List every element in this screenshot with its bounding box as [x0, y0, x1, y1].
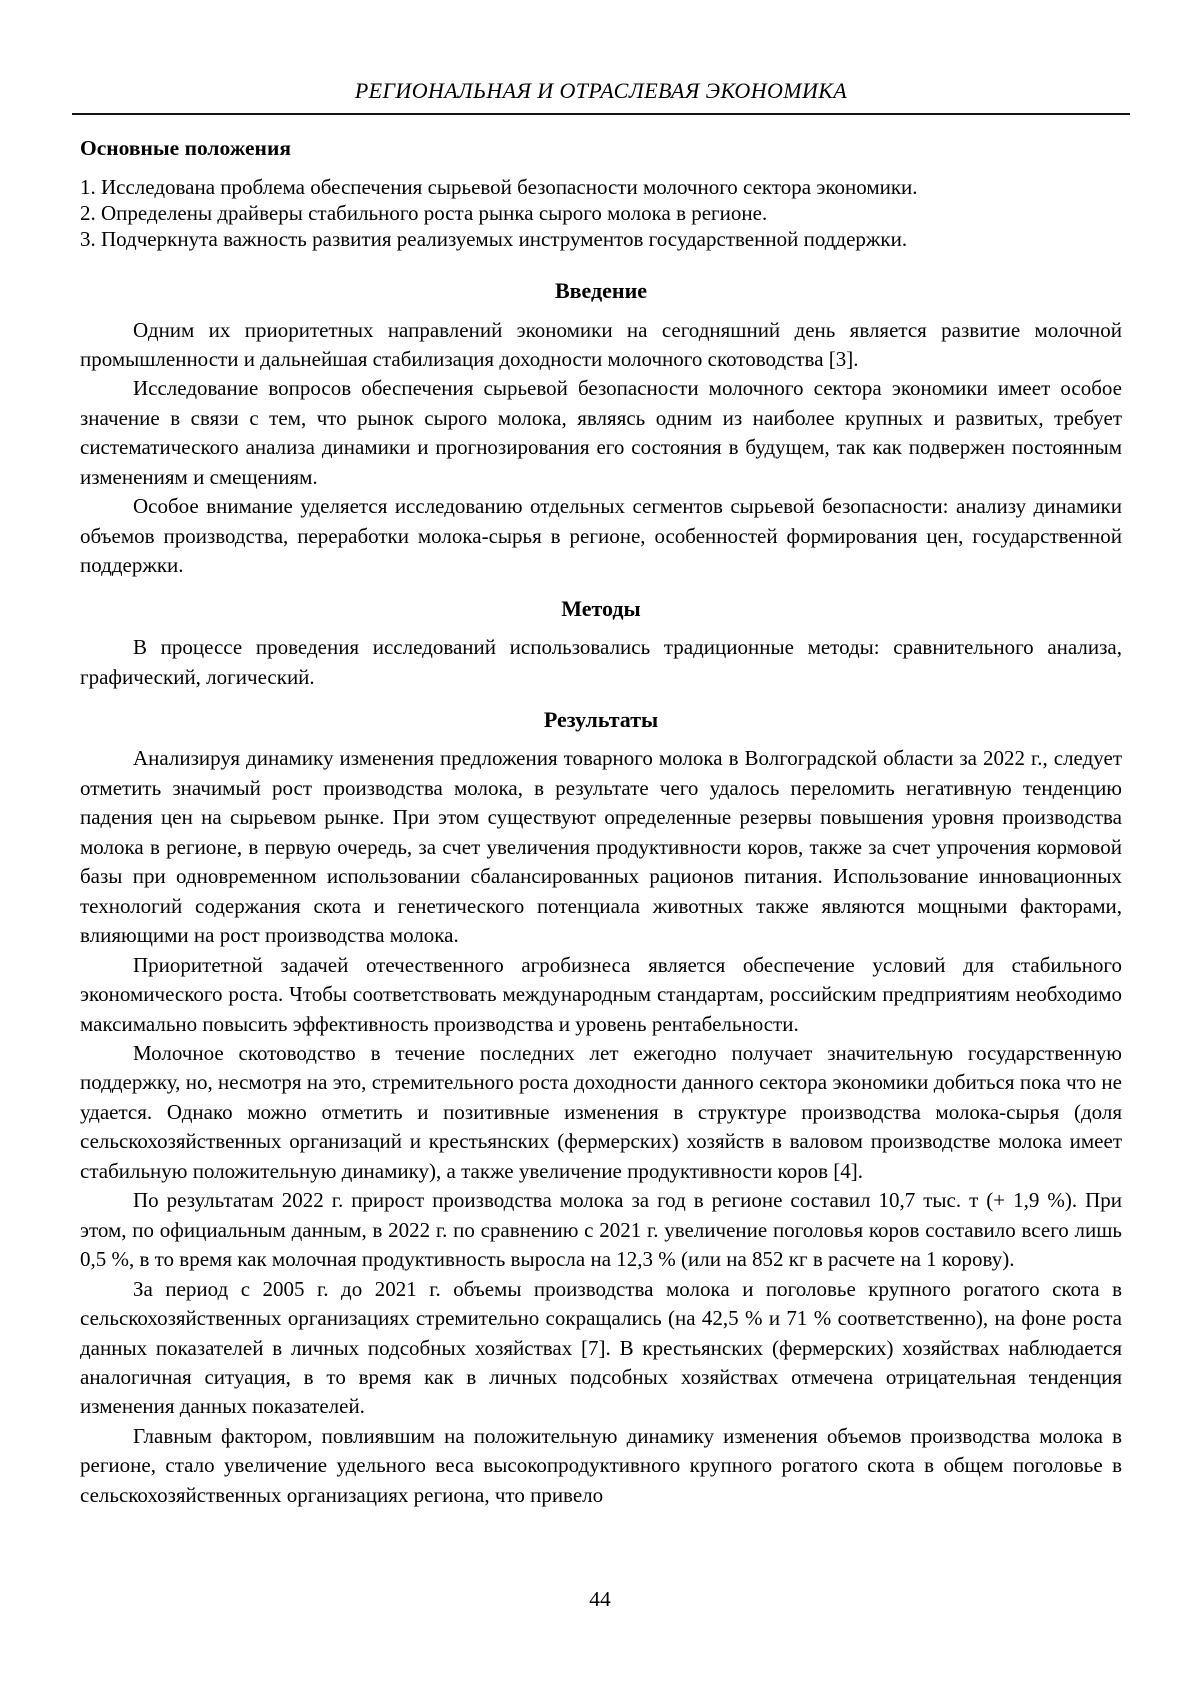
paragraph: Анализируя динамику изменения предложения товарного молока в Волгоградской области за 2022 г., следует отметить значимый рост производства молока, в результате чего удалось переломить негативную тенденцию падения цен на сырьевом рынке. При этом существуют определенные резервы повышения уровня производства молока в регионе, в первую очередь, за счет увеличения продуктивности коров, также за счет упрочения кормовой базы при одновременном использовании сбалансированных рационов питания. Использование инновационных технологий содержания скота и генетического потенциала животных также являются мощными факторами, влияющими на рост производства молока. [80, 746, 1122, 948]
paragraph: Особое внимание уделяется исследованию отдельных сегментов сырьевой безопасности: анализу динамики объемов производства, переработки молока-сырья в регионе, особенностей формирования цен, государственной поддержки. [80, 494, 1122, 578]
paragraph: Одним их приоритетных направлений экономики на сегодняшний день является развитие молочной промышленности и дальнейшая стабилизация доходности молочного скотоводства [3]. [80, 317, 1122, 371]
highlights-title: Основные положения [80, 136, 291, 160]
section-methods [80, 594, 1122, 692]
paragraph: За период с 2005 г. до 2021 г. объемы производства молока и поголовье крупного рогатого скота в сельскохозяйственных организациях стремительно сокращались (на 42,5 % и 71 % соответственно), на фоне роста данных показателей в личных подсобных хозяйствах [7]. В крестьянских (фермерских) хозяйствах наблюдается аналогичная ситуация, в то время как в личных подсобных хозяйствах отмечена отрицательная тенденция изменения данных показателей. [80, 1276, 1122, 1419]
paragraph: Приоритетной задачей отечественного агробизнеса является обеспечение условий для стабильного экономического роста. Чтобы соответствовать международным стандартам, российским предприятиям необходимо максимально повысить эффективность производства и уровень рентабельности. [80, 952, 1122, 1036]
section-results [80, 705, 1122, 1510]
paragraph: По результатам 2022 г. прирост производства молока за год в регионе составил 10,7 тыс. т (+ 1,9 %). При этом, по официальным данным, в 2022 г. по сравнению с 2021 г. увеличение поголовья коров составило всего лишь 0,5 %, в то время как молочная продуктивность выросла на 12,3 % (или на 852 кг в расчете на 1 корову). [80, 1188, 1122, 1272]
section-heading-introduction: Введение [554, 278, 648, 303]
header-rule [72, 113, 1130, 115]
paragraph: В процессе проведения исследований использовались традиционные методы: сравнительного анализа, графический, логический. [80, 635, 1122, 689]
section-heading-methods: Методы [561, 595, 641, 621]
paragraph: Молочное скотоводство в течение последних лет ежегодно получает значительную государственную поддержку, но, несмотря на это, стремительного роста доходности данного сектора экономики добиться пока что не удается. Однако можно отметить и позитивные изменения в структуре производства молока-сырья (доля сельскохозяйственных организаций и крестьянских (фермерских) хозяйств в валовом производстве молока имеет стабильную положительную динамику), а также увеличение продуктивности коров [4]. [80, 1041, 1122, 1183]
highlight-item-1: 1. Исследована проблема обеспечения сырьевой безопасности молочного сектора экономики. [80, 175, 918, 199]
page-number: 44 [589, 1587, 611, 1611]
running-head: РЕГИОНАЛЬНАЯ И ОТРАСЛЕВАЯ ЭКОНОМИКА [354, 78, 848, 103]
highlights-list [80, 174, 1122, 252]
highlight-item-3: 3. Подчеркнута важность развития реализуемых инструментов государственной поддержки. [80, 227, 908, 251]
paragraph: Исследование вопросов обеспечения сырьевой безопасности молочного сектора экономики имеет особое значение в связи с тем, что рынок сырого молока, являясь одним из наиболее крупных и развитых, требует систематического анализа динамики и прогнозирования его состояния в будущем, так как подвержен постоянным изменениям и смещениям. [80, 376, 1122, 489]
highlight-item-2: 2. Определены драйверы стабильного роста рынка сырого молока в регионе. [80, 201, 768, 225]
paragraph: Главным фактором, повлиявшим на положительную динамику изменения объемов производства молока в регионе, стало увеличение удельного веса высокопродуктивного крупного рогатого скота в общем поголовье в сельскохозяйственных организациях региона, что привело [80, 1423, 1122, 1507]
section-introduction [80, 276, 1122, 581]
section-heading-results: Результаты [543, 706, 659, 732]
